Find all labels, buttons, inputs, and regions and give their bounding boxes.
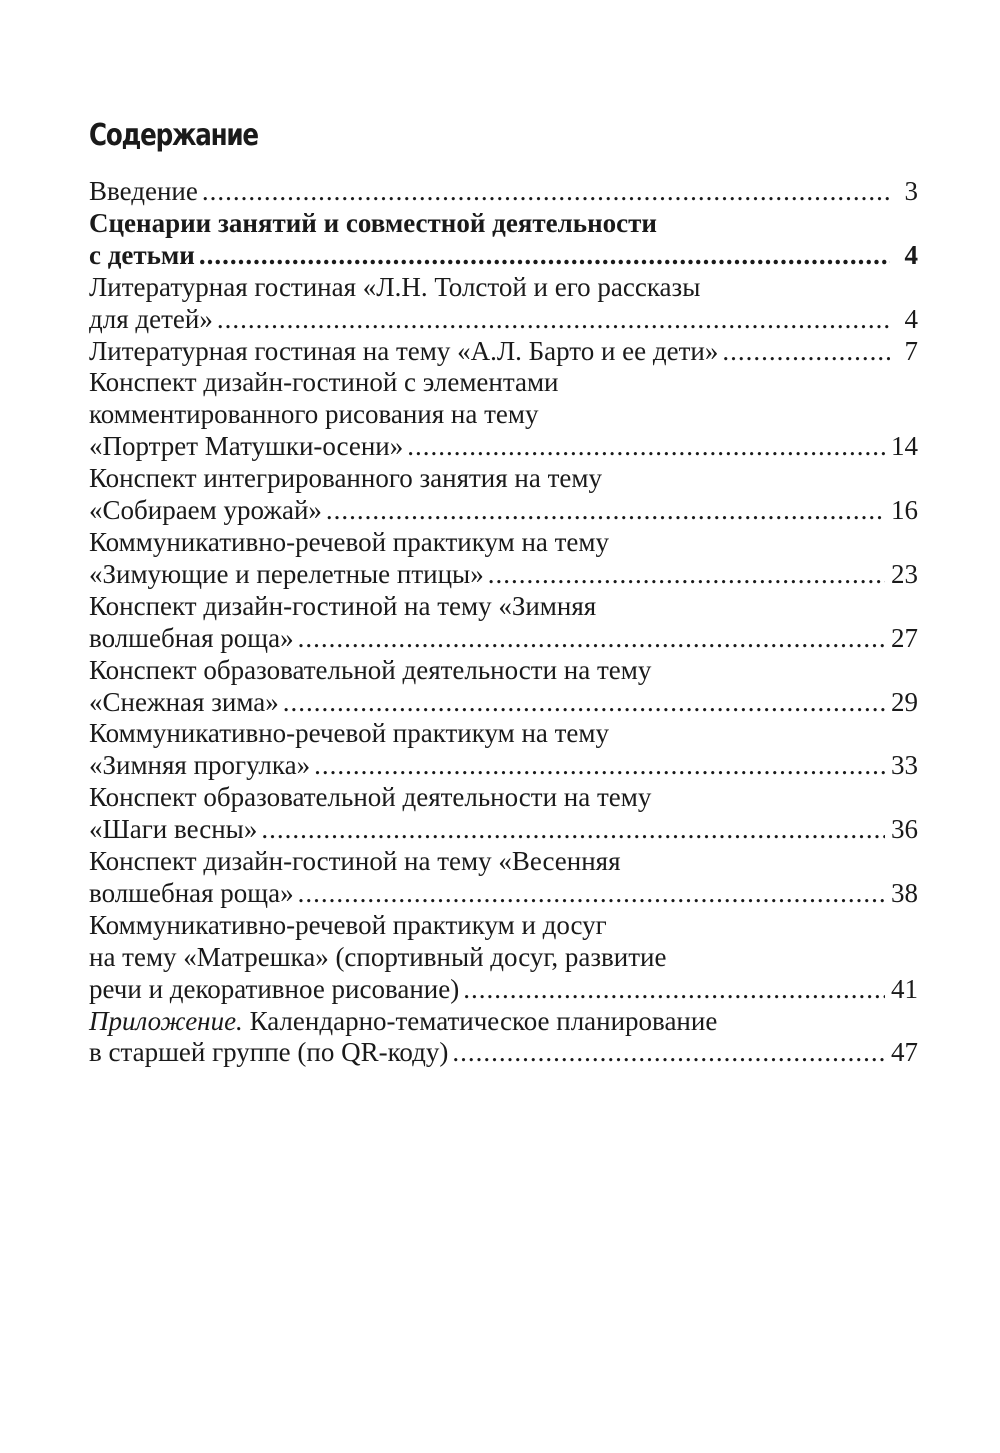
toc-entry-text: волшебная роща» <box>89 877 294 908</box>
toc-page-number: 14 <box>891 431 918 462</box>
toc-entry-last-line <box>89 687 918 719</box>
toc-page-number: 4 <box>904 303 918 334</box>
toc-entry-last-line <box>89 1037 918 1069</box>
toc-entry-line: Конспект интегрированного занятия на тему <box>89 463 602 494</box>
toc-entry-autumn-portrait[interactable] <box>89 367 918 463</box>
toc-entry-winter-walk[interactable] <box>89 718 918 782</box>
toc-entry-line: Конспект образовательной деятельности на тему <box>89 782 652 813</box>
toc-entry-last-line <box>89 878 918 910</box>
toc-entry-text: «Собираем урожай» <box>89 495 322 526</box>
dot-leader <box>283 687 885 719</box>
toc-entry-line <box>89 1006 918 1038</box>
toc-entry-line: комментированного рисования на тему <box>89 399 539 430</box>
toc-title: Содержание <box>89 118 258 153</box>
toc-entry-last-line <box>89 974 918 1006</box>
dot-leader <box>314 750 885 782</box>
toc-entry-line: Сценарии занятий и совместной деятельности <box>89 207 657 238</box>
toc-entry-last-line <box>89 559 918 591</box>
dot-leader <box>298 623 885 655</box>
toc-entry-spring-grove[interactable] <box>89 846 918 910</box>
toc-entry-text: «Зимняя прогулка» <box>89 750 311 781</box>
toc-entry-line: Конспект дизайн-гостиной на тему «Зимняя <box>89 590 597 621</box>
toc-list <box>89 176 918 1069</box>
dot-leader <box>261 814 885 846</box>
toc-page-number: 29 <box>891 686 918 717</box>
toc-page-number: 3 <box>904 176 918 206</box>
toc-entry-last-line <box>89 176 918 208</box>
dot-leader <box>199 240 890 272</box>
toc-entry-line: Конспект образовательной деятельности на тему <box>89 654 652 685</box>
toc-page-number: 38 <box>891 877 918 908</box>
toc-entry-introduction[interactable] <box>89 176 918 208</box>
dot-leader <box>202 176 890 208</box>
toc-entry-birds[interactable] <box>89 527 918 591</box>
toc-entry-matryoshka[interactable] <box>89 910 918 1006</box>
toc-page-number: 36 <box>891 814 918 845</box>
toc-entry-last-line <box>89 495 918 527</box>
toc-entry-tolstoy[interactable] <box>89 272 918 336</box>
dot-leader <box>463 974 885 1006</box>
toc-entry-line: Конспект дизайн-гостиной с элементами <box>89 367 559 398</box>
toc-entry-winter-grove[interactable] <box>89 591 918 655</box>
toc-entry-line: на тему «Матрешка» (спортивный досуг, развитие <box>89 941 667 972</box>
toc-entry-last-line <box>89 431 918 463</box>
appendix-title: Календарно-тематическое планирование <box>242 1005 718 1036</box>
toc-entry-text: «Зимующие и перелетные птицы» <box>89 558 484 589</box>
toc-entry-harvest[interactable] <box>89 463 918 527</box>
dot-leader <box>488 559 885 591</box>
toc-page-number: 41 <box>891 973 918 1004</box>
appendix-label: Приложение. <box>89 1005 243 1036</box>
toc-entry-text: с детьми <box>89 239 195 270</box>
dot-leader <box>217 304 890 336</box>
dot-leader <box>298 878 885 910</box>
toc-entry-text: «Шаги весны» <box>89 814 258 845</box>
toc-entry-spring-steps[interactable] <box>89 782 918 846</box>
toc-entry-line: Конспект дизайн-гостиной на тему «Весенняя <box>89 846 621 877</box>
toc-entry-last-line <box>89 814 918 846</box>
toc-page-number: 4 <box>904 239 918 270</box>
toc-entry-line: Коммуникативно-речевой практикум на тему <box>89 718 610 749</box>
toc-page-number: 33 <box>891 750 918 781</box>
toc-entry-last-line <box>89 304 918 336</box>
toc-page-number: 47 <box>891 1037 918 1068</box>
toc-entry-scenarios-section[interactable] <box>89 208 918 272</box>
toc-entry-barto[interactable] <box>89 336 918 368</box>
toc-entry-line: Коммуникативно-речевой практикум и досуг <box>89 909 607 940</box>
toc-entry-line: Коммуникативно-речевой практикум на тему <box>89 526 610 557</box>
toc-entry-last-line <box>89 240 918 272</box>
toc-entry-snowy-winter[interactable] <box>89 655 918 719</box>
toc-entry-text: в старшей группе (по QR-коду) <box>89 1037 449 1068</box>
toc-entry-text: для детей» <box>89 303 213 334</box>
toc-entry-text: волшебная роща» <box>89 622 294 653</box>
dot-leader <box>326 495 885 527</box>
toc-entry-appendix[interactable] <box>89 1006 918 1070</box>
dot-leader <box>722 336 890 368</box>
toc-page-number: 23 <box>891 558 918 589</box>
toc-entry-text: «Портрет Матушки-осени» <box>89 431 404 462</box>
toc-entry-last-line <box>89 336 918 368</box>
dot-leader <box>407 431 885 463</box>
toc-entry-line: Литературная гостиная «Л.Н. Толстой и его рассказы <box>89 271 701 302</box>
dot-leader <box>452 1037 885 1069</box>
toc-page <box>89 118 918 1069</box>
toc-page-number: 27 <box>891 622 918 653</box>
toc-entry-text: речи и декоративное рисование) <box>89 973 460 1004</box>
toc-entry-text: Введение <box>89 176 198 206</box>
toc-entry-text: «Снежная зима» <box>89 686 279 717</box>
toc-page-number: 7 <box>904 335 918 366</box>
toc-page-number: 16 <box>891 495 918 526</box>
toc-entry-last-line <box>89 623 918 655</box>
toc-entry-last-line <box>89 750 918 782</box>
toc-entry-text: Литературная гостиная на тему «А.Л. Барто и ее дети» <box>89 335 719 366</box>
